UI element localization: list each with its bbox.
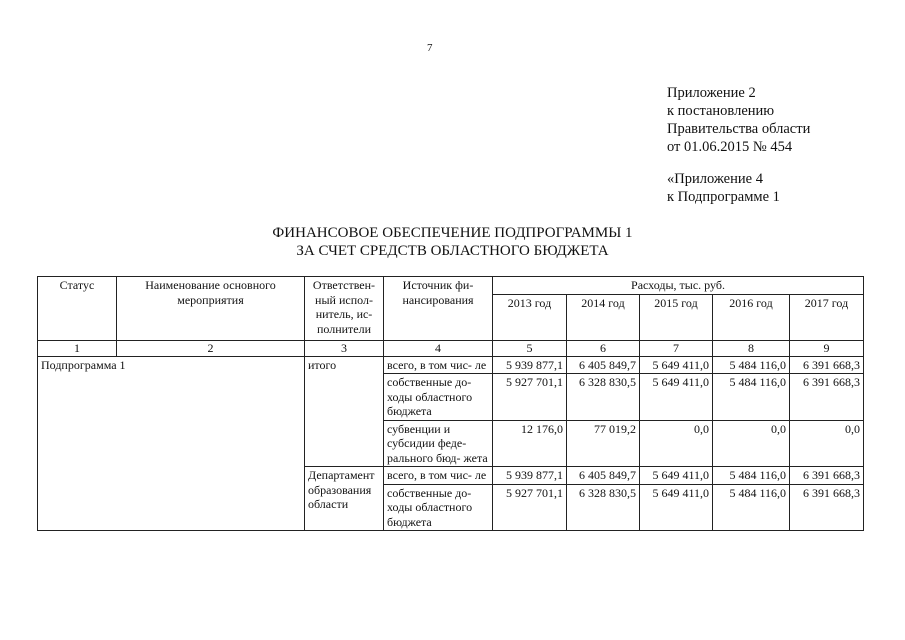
header-activity-name: Наименование основного мероприятия bbox=[117, 277, 305, 341]
value-cell: 5 649 411,0 bbox=[640, 484, 713, 531]
value-cell: 6 328 830,5 bbox=[567, 374, 640, 421]
executor-cell: Департамент образования области bbox=[305, 467, 384, 531]
title-line-1: ФИНАНСОВОЕ ОБЕСПЕЧЕНИЕ ПОДПРОГРАММЫ 1 bbox=[272, 225, 633, 241]
appendix-line: Приложение 2 bbox=[667, 85, 756, 101]
column-number: 2 bbox=[117, 340, 305, 356]
document-title bbox=[0, 224, 905, 260]
value-cell: 0,0 bbox=[640, 420, 713, 467]
value-cell: 6 391 668,3 bbox=[790, 467, 864, 485]
header-year: 2014 год bbox=[567, 294, 640, 340]
value-cell: 0,0 bbox=[713, 420, 790, 467]
value-cell: 6 405 849,7 bbox=[567, 467, 640, 485]
executor-cell: итого bbox=[305, 356, 384, 467]
header-year: 2015 год bbox=[640, 294, 713, 340]
value-cell: 5 649 411,0 bbox=[640, 374, 713, 421]
column-number: 3 bbox=[305, 340, 384, 356]
column-number: 1 bbox=[38, 340, 117, 356]
appendix-line: к постановлению bbox=[667, 103, 775, 119]
header-executor: Ответствен- ный испол- нитель, ис- полнители bbox=[305, 277, 384, 341]
table-row bbox=[38, 356, 864, 374]
source-cell: всего, в том чис- ле bbox=[384, 467, 493, 485]
value-cell: 6 328 830,5 bbox=[567, 484, 640, 531]
column-number: 4 bbox=[384, 340, 493, 356]
header-expenses: Расходы, тыс. руб. bbox=[493, 277, 864, 295]
source-cell: субвенции и субсидии феде- рального бюд- жета bbox=[384, 420, 493, 467]
appendix-line: от 01.06.2015 № 454 bbox=[667, 139, 793, 155]
value-cell: 5 484 116,0 bbox=[713, 374, 790, 421]
header-status: Статус bbox=[38, 277, 117, 341]
value-cell: 5 939 877,1 bbox=[493, 356, 567, 374]
value-cell: 6 391 668,3 bbox=[790, 484, 864, 531]
value-cell: 77 019,2 bbox=[567, 420, 640, 467]
value-cell: 5 939 877,1 bbox=[493, 467, 567, 485]
column-number: 9 bbox=[790, 340, 864, 356]
column-number: 7 bbox=[640, 340, 713, 356]
value-cell: 5 927 701,1 bbox=[493, 484, 567, 531]
appendix-block bbox=[667, 84, 810, 156]
column-number: 6 bbox=[567, 340, 640, 356]
value-cell: 6 391 668,3 bbox=[790, 356, 864, 374]
value-cell: 5 484 116,0 bbox=[713, 356, 790, 374]
source-cell: собственные до- ходы областного бюджета bbox=[384, 374, 493, 421]
value-cell: 5 649 411,0 bbox=[640, 467, 713, 485]
value-cell: 12 176,0 bbox=[493, 420, 567, 467]
value-cell: 5 484 116,0 bbox=[713, 467, 790, 485]
source-cell: всего, в том чис- ле bbox=[384, 356, 493, 374]
appendix-reference-line: «Приложение 4 bbox=[667, 171, 763, 187]
header-year: 2016 год bbox=[713, 294, 790, 340]
appendix-reference-line: к Подпрограмме 1 bbox=[667, 189, 780, 205]
title-line-2: ЗА СЧЕТ СРЕДСТВ ОБЛАСТНОГО БЮДЖЕТА bbox=[296, 243, 609, 259]
appendix-reference-block bbox=[667, 170, 780, 206]
status-cell: Подпрограмма 1 bbox=[38, 356, 305, 531]
value-cell: 6 391 668,3 bbox=[790, 374, 864, 421]
header-funding-source: Источник фи- нансирования bbox=[384, 277, 493, 341]
header-year: 2017 год bbox=[790, 294, 864, 340]
value-cell: 5 927 701,1 bbox=[493, 374, 567, 421]
value-cell: 5 649 411,0 bbox=[640, 356, 713, 374]
source-cell: собственные до- ходы областного бюджета bbox=[384, 484, 493, 531]
financing-table bbox=[37, 276, 864, 531]
value-cell: 6 405 849,7 bbox=[567, 356, 640, 374]
appendix-line: Правительства области bbox=[667, 121, 811, 137]
column-number: 5 bbox=[493, 340, 567, 356]
page-number: 7 bbox=[427, 42, 433, 54]
value-cell: 0,0 bbox=[790, 420, 864, 467]
header-year: 2013 год bbox=[493, 294, 567, 340]
value-cell: 5 484 116,0 bbox=[713, 484, 790, 531]
column-number: 8 bbox=[713, 340, 790, 356]
